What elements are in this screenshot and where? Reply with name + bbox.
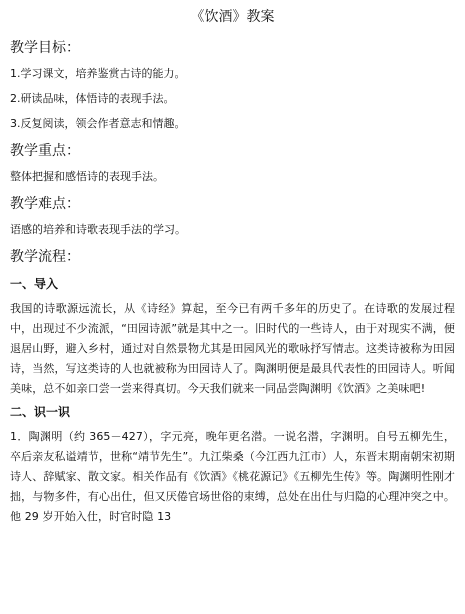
objective-item-1: 1.学习课文，培养鉴赏古诗的能力。 (10, 67, 186, 80)
objective-item-3: 3.反复阅读，领会作者意志和情趣。 (10, 117, 186, 130)
key-points-heading: 教学重点： (10, 143, 80, 159)
section-intro-title: 一、导入 (10, 277, 59, 291)
objectives-heading: 教学目标： (10, 40, 80, 56)
difficulties-heading: 教学难点： (10, 196, 80, 212)
section-intro-text: 我国的诗歌源远流长，从《诗经》算起，至今已有两千多年的历史了。在诗歌的发展过程中，出现过不少流派，“田园诗派”就是其中之一。旧时代的一些诗人，由于对现实不满，便退居山野，避入乡村，通过对自然景物尤其是田园风光的歌咏抒写情志。这类诗被称为田园诗，当然，写这类诗的人也就被称为田园诗人了。陶渊明便是最具代表性的田园诗人。听闻美味，总不如亲口尝一尝来得真切。今天我们就来一同品尝陶渊明《饮酒》之美味吧! (10, 302, 455, 395)
section-recognize-title: 二、识一识 (10, 405, 71, 419)
process-heading: 教学流程： (10, 249, 80, 265)
objective-item-2: 2.研读品味，体悟诗的表现手法。 (10, 92, 175, 105)
key-points-text: 整体把握和感悟诗的表现手法。 (10, 170, 164, 183)
section-recognize-text: 1．陶渊明（约 365－427），字元亮，晚年更名潜。一说名潜，字渊明。自号五柳先生，卒后亲友私谥靖节，世称“靖节先生”。九江柴桑（今江西九江市）人，东晋末期南朝宋初期诗人、辞赋家、散文家。相关作品有《饮酒》《桃花源记》《五柳先生传》等。陶渊明性刚才拙，与物多件，有心出仕，但又厌倦官场世俗的束缚，总处在出仕与归隐的心理冲突之中。他 29 岁开始入仕，时官时隐 13 (10, 430, 455, 523)
document-title: 《饮酒》教案 (190, 9, 275, 25)
difficulties-text: 语感的培养和诗歌表现手法的学习。 (10, 223, 186, 236)
